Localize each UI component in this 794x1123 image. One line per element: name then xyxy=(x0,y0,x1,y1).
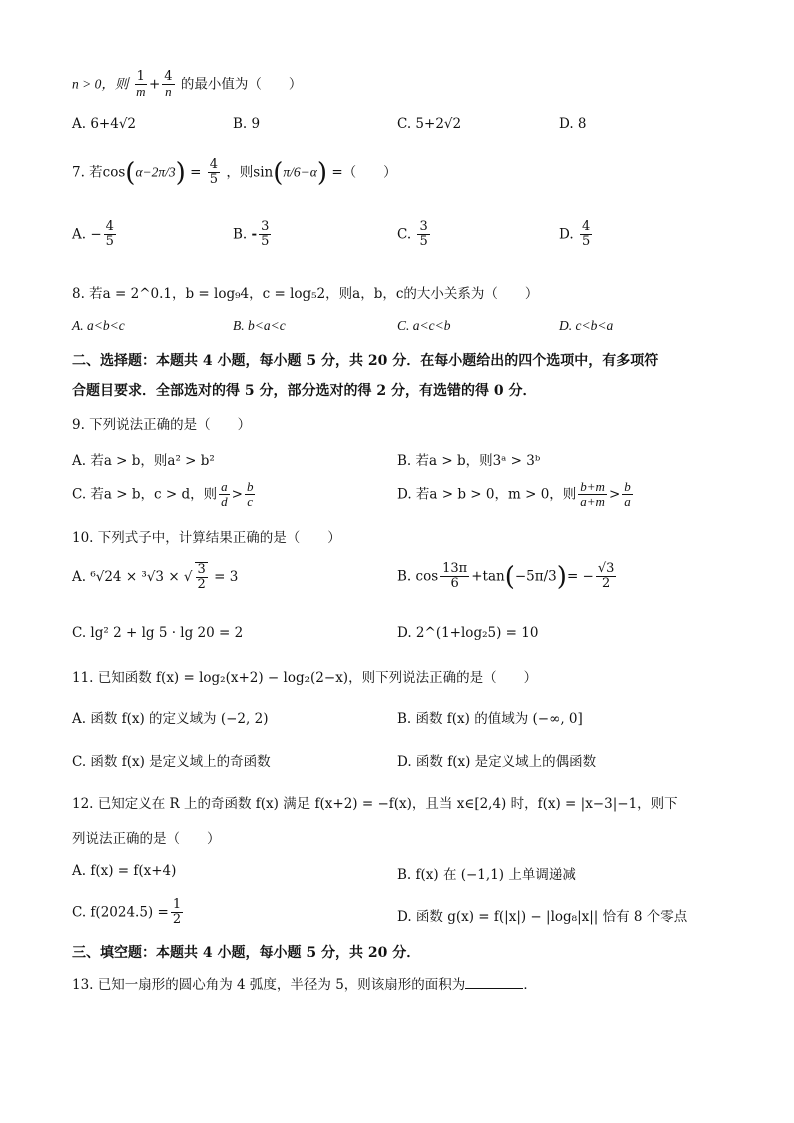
q8-option-d: D. c<b<a xyxy=(559,318,614,333)
q9-c-frac2 xyxy=(245,480,256,510)
q7-c-num: 3 xyxy=(419,219,428,234)
q7-arg2: π/6−α xyxy=(283,164,317,180)
q6-frac-1 xyxy=(135,70,147,100)
q10-option-d: D. 2^(1+log₂5) = 10 xyxy=(397,625,539,641)
q7-d-num: 4 xyxy=(581,219,591,234)
q9-d-f1d: a+m xyxy=(580,494,605,510)
q10-option-b: B. cos $\frac{13\pi}{6}$ +tan(−5π/3)= − $\frac{√3}{2}$ xyxy=(397,561,615,592)
q7-a-den: 5 xyxy=(105,234,114,250)
q9-c-f1n: a xyxy=(221,479,228,494)
q7-stem: 7. 若cos(α−2π/3) = $\frac{4}{5}$ ，则sin(π/6−α) =（ ） xyxy=(72,157,397,188)
q7-arg1: α−2π/3 xyxy=(135,164,176,180)
q7-b-num: 3 xyxy=(261,219,270,234)
q7-option-b xyxy=(233,220,273,250)
q7-b-letter: B. xyxy=(233,226,248,243)
section3-title: 三、填空题：本题共 4 小题，每小题 5 分，共 20 分． xyxy=(72,945,421,961)
q7-d-frac xyxy=(580,220,592,250)
q6-stem xyxy=(72,70,302,100)
q10-option-a: A. ⁶√24 × ³√3 × √ $\frac{3}{2}$ = 3 xyxy=(72,562,239,593)
q9-d-frac2 xyxy=(622,480,633,510)
q10-b-arg: −5π/3 xyxy=(514,568,557,585)
q12-c-fn: 1 xyxy=(172,897,182,912)
q12-option-c xyxy=(72,898,185,928)
q7-a-num: 4 xyxy=(105,219,114,234)
q10-b-frac2 xyxy=(596,562,617,592)
q7-b-den: 5 xyxy=(261,234,270,250)
q10-b-eq: = − xyxy=(566,568,594,585)
q7-val-den: 5 xyxy=(209,172,219,188)
q10-option-c: C. lg² 2 + lg 5 · lg 20 = 2 xyxy=(72,625,244,641)
q9-c-f1d: d xyxy=(221,494,228,510)
q6-post: 的最小值为（ ） xyxy=(180,76,303,93)
q10-a-pre: A. ⁶√24 × ³√3 × xyxy=(72,568,184,585)
q8-option-a: A. a<b<c xyxy=(72,318,125,333)
q6-pre: n > 0，则 xyxy=(72,76,129,92)
q8-option-c: C. a<c<b xyxy=(397,318,451,333)
q10-a-post: = 3 xyxy=(209,568,239,585)
q7-d-letter: D. xyxy=(559,226,574,243)
q9-option-c xyxy=(72,480,257,510)
q9-d-f2n: b xyxy=(624,479,631,494)
q7-mid: ，则sin xyxy=(226,164,274,181)
q11-option-d: D. 函数 f(x) 是定义域上的偶函数 xyxy=(397,754,597,770)
q6-option-c: C. 5+2√2 xyxy=(397,116,462,132)
q10-stem: 10. 下列式子中，计算结果正确的是（ ） xyxy=(72,530,341,546)
q10-b-f2n: √3 xyxy=(597,561,615,576)
q13-stem xyxy=(72,973,537,993)
q11-option-c: C. 函数 f(x) 是定义域上的奇函数 xyxy=(72,754,271,770)
q7-post: =（ ） xyxy=(331,164,397,181)
q9-stem: 9. 下列说法正确的是（ ） xyxy=(72,417,252,433)
q7-option-a xyxy=(72,220,118,250)
q10-a-fn: 3 xyxy=(197,562,206,577)
q11-option-a: A. 函数 f(x) 的定义域为 (−2, 2) xyxy=(72,711,269,727)
q6-frac-2 xyxy=(162,70,174,100)
q6-f1-num: 1 xyxy=(136,69,145,84)
q9-c-f2d: c xyxy=(247,494,254,510)
q7-c-frac xyxy=(417,220,429,250)
q10-a-frac xyxy=(195,562,208,593)
q7-c-letter: C. xyxy=(397,226,412,243)
q10-b-pre: B. cos xyxy=(397,568,439,585)
q7-a-frac xyxy=(104,220,116,250)
q6-option-d: D. 8 xyxy=(559,116,587,132)
q6-option-b: B. 9 xyxy=(233,116,261,132)
q10-b-f1n: 13π xyxy=(442,561,468,576)
q7-a-letter: A. xyxy=(72,226,87,243)
q6-f2-num: 4 xyxy=(164,69,173,84)
q6-f2-den: n xyxy=(165,84,172,100)
q7-a-sign: − xyxy=(90,226,102,243)
q12-option-a: A. f(x) = f(x+4) xyxy=(72,863,177,879)
q12-c-pre: C. f(2024.5) = xyxy=(72,904,169,921)
q9-option-a: A. 若a > b，则a² > b² xyxy=(72,453,215,469)
q12-c-fd: 2 xyxy=(172,912,182,928)
q9-c-frac1 xyxy=(219,480,230,510)
q10-a-fd: 2 xyxy=(197,577,206,593)
q9-option-b: B. 若a > b，则3ᵃ > 3ᵇ xyxy=(397,453,541,469)
q7-option-c xyxy=(397,220,432,250)
q7-val-num: 4 xyxy=(209,157,219,172)
q7-value xyxy=(208,158,220,188)
q13-answer-blank[interactable] xyxy=(465,976,523,989)
q10-b-mid: +tan xyxy=(471,568,505,585)
q7-b-sign: - xyxy=(251,226,258,243)
q9-option-d xyxy=(397,480,635,510)
q12-option-b: B. f(x) 在 (−1,1) 上单调递减 xyxy=(397,867,576,883)
q12-stem-line2: 列说法正确的是（ ） xyxy=(72,831,221,847)
q9-d-f1n: b+m xyxy=(580,479,605,494)
q7-b-frac xyxy=(259,220,271,250)
section2-line2: 合题目要求．全部选对的得 5 分，部分选对的得 2 分，有选错的得 0 分． xyxy=(72,383,537,399)
q9-d-frac1 xyxy=(578,480,607,510)
q12-c-frac xyxy=(171,898,183,928)
q9-c-f2n: b xyxy=(246,479,254,494)
q7-pre: 7. 若cos xyxy=(72,164,126,181)
q9-c-gt: > xyxy=(231,486,243,503)
q10-b-f1d: 6 xyxy=(450,576,459,592)
q11-stem: 11. 已知函数 f(x) = log₂(x+2) − log₂(2−x)，则下列说法正确的是（ ） xyxy=(72,670,538,686)
q9-d-pre: D. 若a > b > 0，m > 0，则 xyxy=(397,486,577,503)
q6-option-a: A. 6+4√2 xyxy=(72,116,137,132)
q12-option-d: D. 函数 g(x) = f(|x|) − |log₈|x|| 恰有 8 个零点 xyxy=(397,909,688,925)
q12-stem-line1: 12. 已知定义在 R 上的奇函数 f(x) 满足 f(x+2) = −f(x)，且当 x∈[2,4) 时，f(x) = |x−3|−1，则下 xyxy=(72,796,678,812)
q13-end: ． xyxy=(523,977,537,993)
section2-line1: 二、选择题：本题共 4 小题，每小题 5 分，共 20 分．在每小题给出的四个选项中，有多项符 xyxy=(72,353,659,369)
q10-b-frac1 xyxy=(440,562,469,592)
q10-b-f2d: 2 xyxy=(602,576,611,592)
q7-option-d xyxy=(559,220,594,250)
q7-c-den: 5 xyxy=(419,234,428,250)
q13-text: 13. 已知一扇形的圆心角为 4 弧度，半径为 5，则该扇形的面积为 xyxy=(72,977,466,993)
q9-d-gt: > xyxy=(608,486,621,503)
q8-option-b: B. b<a<c xyxy=(233,318,286,333)
q7-d-den: 5 xyxy=(581,234,591,250)
q8-stem: 8. 若a = 2^0.1，b = log₉4，c = log₅2，则a，b，c的大小关系为（ ） xyxy=(72,286,539,302)
q11-option-b: B. 函数 f(x) 的值域为 (−∞, 0] xyxy=(397,711,583,727)
q7-eq: = xyxy=(190,164,202,181)
q9-d-f2d: a xyxy=(624,494,631,510)
q6-plus: + xyxy=(148,76,161,93)
q6-f1-den: m xyxy=(136,84,146,100)
q9-c-pre: C. 若a > b，c > d，则 xyxy=(72,486,218,503)
